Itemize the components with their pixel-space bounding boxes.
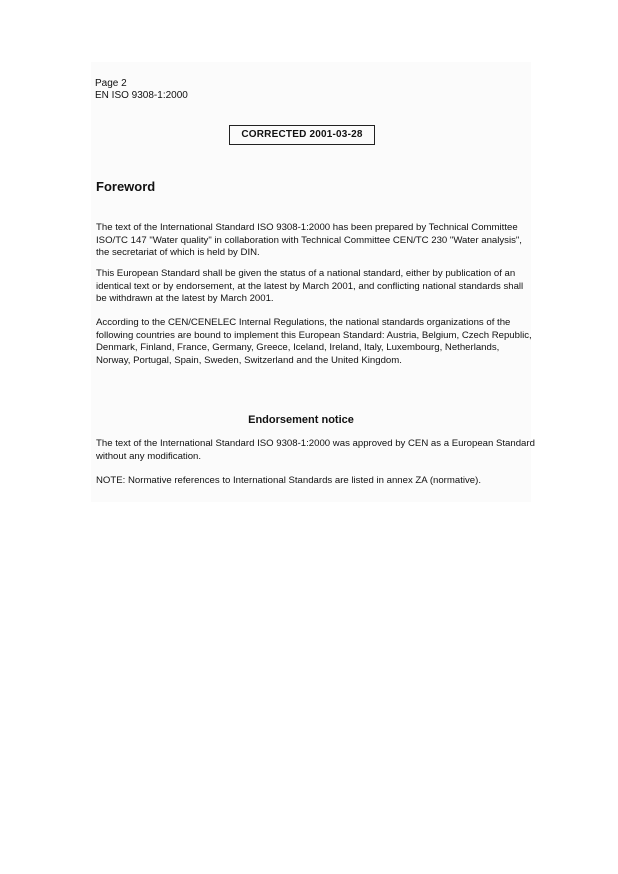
- endorsement-heading: Endorsement notice: [248, 414, 354, 426]
- page-number: Page 2: [95, 78, 127, 89]
- endorsement-note: NOTE: Normative references to International Standards are listed in annex ZA (normative).: [96, 475, 481, 486]
- foreword-heading: Foreword: [96, 179, 156, 194]
- endorsement-paragraph: The text of the International Standard ISO 9308-1:2000 was approved by CEN as a European Standard without any modification.: [96, 438, 535, 462]
- corrected-stamp: CORRECTED 2001-03-28: [229, 125, 375, 145]
- page-header: [95, 78, 188, 102]
- foreword-paragraph: According to the CEN/CENELEC Internal Regulations, the national standards organizations of the following countries are bound to implement this European Standard: Austria, Belgium, Czech Republic, Denmark, Finland, France, Germany, Greece, Iceland, Ireland, Italy, Luxembourg, Netherlands, Norway, Portugal, Spain, Sweden, Switzerland and the United Kingdom.: [96, 317, 532, 366]
- foreword-paragraph: The text of the International Standard ISO 9308-1:2000 has been prepared by Technical Committee ISO/TC 147 "Water quality" in collaboration with Technical Committee CEN/TC 230 "Water analysis", the secretariat of which is held by DIN.: [96, 222, 522, 258]
- document-identifier: EN ISO 9308-1:2000: [95, 90, 188, 101]
- foreword-paragraph: This European Standard shall be given the status of a national standard, either by publication of an identical text or by endorsement, at the latest by March 2001, and conflicting national standards shall be withdrawn at the latest by March 2001.: [96, 268, 524, 304]
